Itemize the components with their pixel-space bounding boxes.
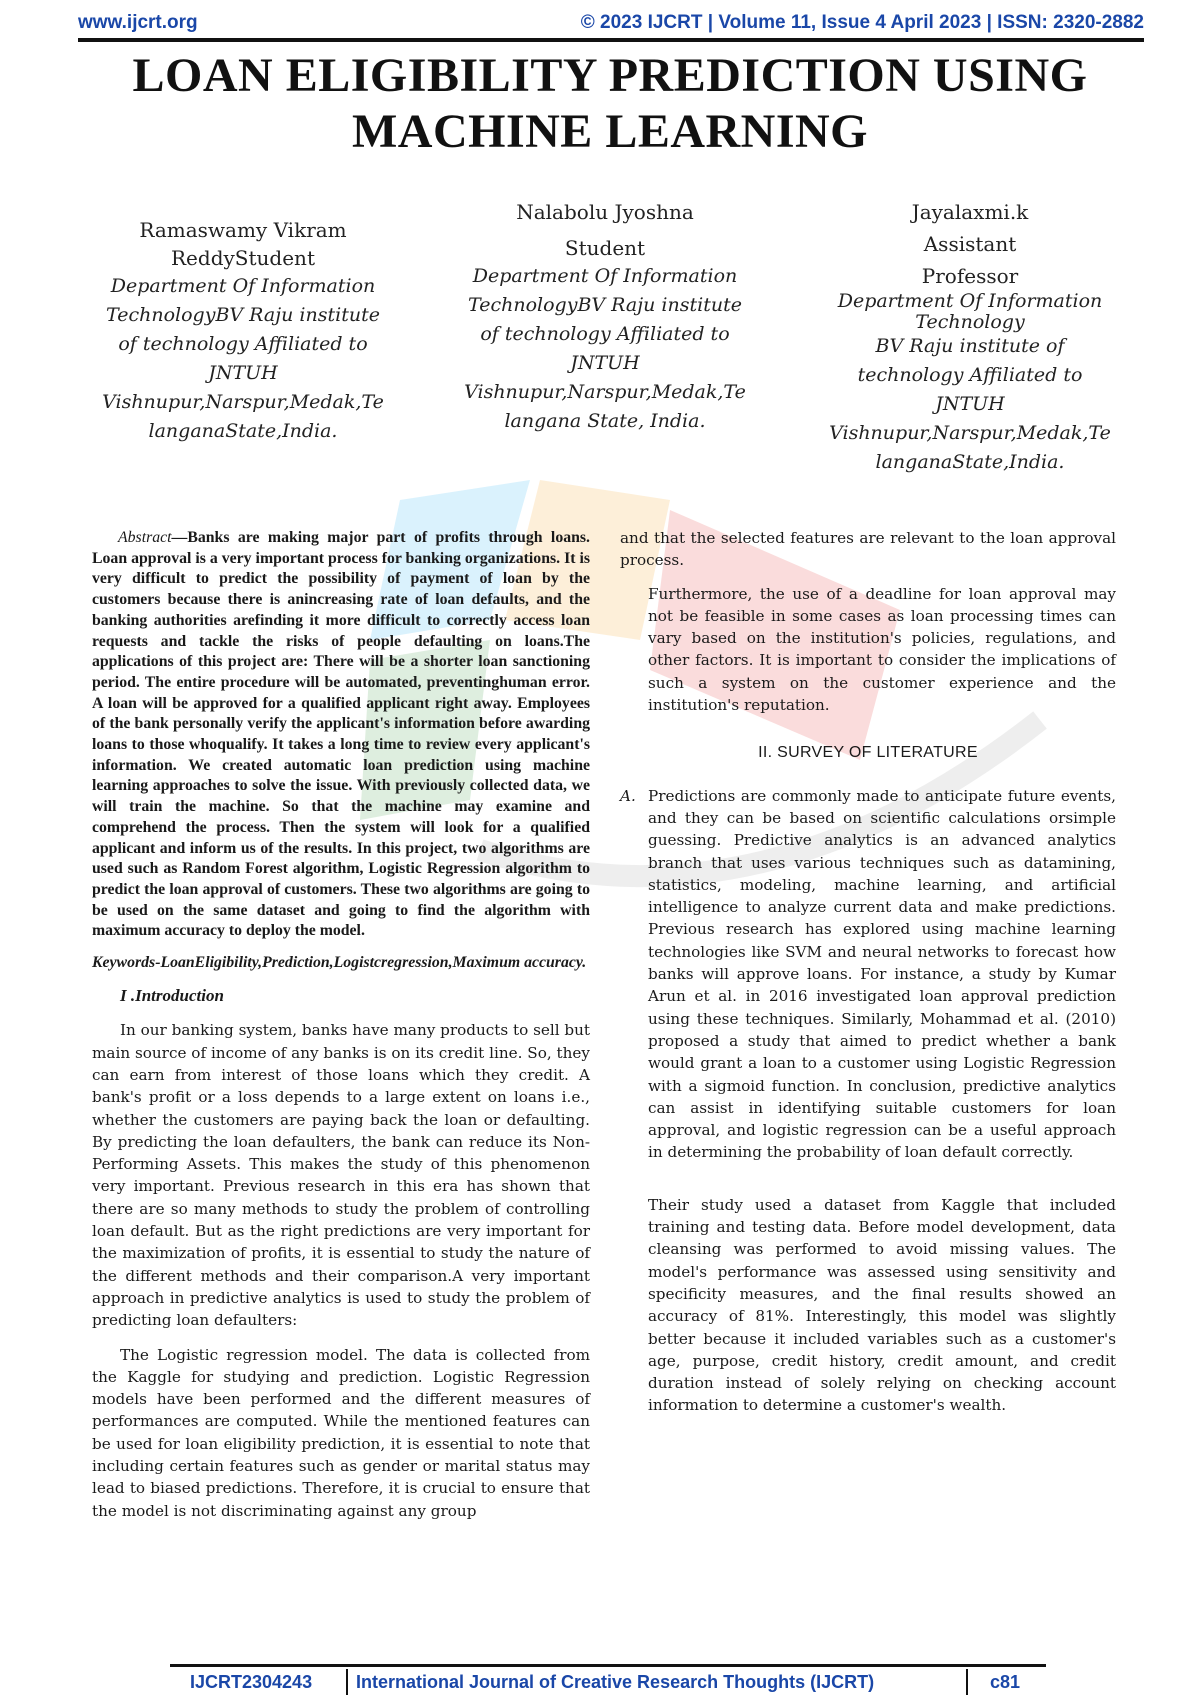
intro-paragraph-1: In our banking system, banks have many products to sell but main source of income of any banks is on its credit line. So, they can earn from interest of those loans which they credit. A bank's profit or a loss depends to a large extent on loans i.e., whether the customers are paying back the loan or defaulting. By predicting the loan defaulters, the bank can reduce its Non- Performing Assets. This makes the study of this phenomenon very important. Previous research in this era has shown that there are so many methods to study the problem of controlling loan default. But as the right predictions are very important for the maximization of profits, it is essential to study the nature of the different methods and their comparison.A very important approach in predictive analytics is used to study the problem of predicting loan defaulters: xyxy=(92,1021,591,1330)
intro-paragraph-2: The Logistic regression model. The data is collected from the Kaggle for studying and prediction. Logistic Regression models have been performed and the different measures of performances are computed. While the mentioned features can be used for loan eligibility prediction, it is essential to note that including certain features such as gender or marital status may lead to biased predictions. Therefore, it is crucial to ensure that the model is not discriminating against any group xyxy=(92,1345,590,1520)
footer-journal-name: International Journal of Creative Research Thoughts (IJCRT) xyxy=(356,1672,875,1692)
intro-heading: I .Introduction xyxy=(120,986,224,1006)
author-dept: JNTUH xyxy=(570,352,640,374)
abstract xyxy=(92,528,590,942)
author-dept: Technology xyxy=(915,311,1025,333)
author-2 xyxy=(440,198,770,436)
header-rule xyxy=(78,38,1144,42)
journal-info: © 2023 IJCRT | Volume 11, Issue 4 April 2023 | ISSN: 2320-2882 xyxy=(580,12,1144,33)
footer-paper-id: IJCRT2304243 xyxy=(190,1672,313,1692)
author-dept: TechnologyBV Raju institute xyxy=(106,304,380,326)
author-dept: Department Of Information xyxy=(837,290,1103,312)
right-paragraph-continued: and that the selected features are relevant to the loan approval process. xyxy=(620,529,1116,570)
author-dept: Department Of Information xyxy=(110,275,376,297)
author-dept: BV Raju institute of xyxy=(875,335,1065,357)
abstract-text: —Banks are making major part of profits through loans. Loan approval is a very important process for banking organizations. It is very difficult to predict the possibility of payment of loan by the customers because there is anincreasing rate of loan defaults, and the banking authorities arefinding it more difficult to correctly access loan requests and tackle the risks of people defaulting on loans.The applications of this project are: There will be a shorter loan sanctioning period. The entire procedure will be automated, preventinghuman error. A loan will be approved for a qualified applicant right away. Employees of the bank personally verify the applicant's information before awarding loans to those whoqualify. It takes a long time to review every applicant's information. We created automatic loan prediction using machine learning approaches to solve the issue. With previously collected data, we will train the machine. So that the machine may examine and comprehend the process. Then the system will look for a qualified applicant and inform us of the results. In this project, two algorithms are used such as Random Forest algorithm, Logistic Regression algorithm to predict the loan approval of customers. These two algorithms are going to be used on the same dataset and going to find the algorithm with maximum accuracy to deploy the model. xyxy=(92,529,590,940)
author-dept: Vishnupur,Narspur,Medak,Te xyxy=(829,422,1111,444)
author-dept: Vishnupur,Narspur,Medak,Te xyxy=(102,391,384,413)
author-dept: JNTUH xyxy=(208,362,278,384)
author-3 xyxy=(800,198,1140,477)
author-dept: langanaState,India. xyxy=(148,420,338,442)
author-name: Ramaswamy Vikram xyxy=(139,218,347,242)
title-line-1: LOAN ELIGIBILITY PREDICTION USING xyxy=(132,49,1088,102)
right-paragraph-deadline: Furthermore, the use of a deadline for loan approval may not be feasible in some cases as loan processing times can vary based on the institution's policies, regulations, and other factors. It is important to consider the implications of such a system on the customer experience and the institution's reputation. xyxy=(648,584,1116,715)
survey-item-label: A. xyxy=(620,786,636,805)
footer-rule xyxy=(170,1664,1046,1667)
survey-heading: II. SURVEY OF LITERATURE xyxy=(758,744,978,762)
author-dept: langana State, India. xyxy=(504,410,706,432)
author-name: Professor xyxy=(921,264,1019,288)
paper-title xyxy=(60,48,1160,160)
abstract-label: Abstract xyxy=(118,529,172,546)
author-name: Nalabolu Jyoshna xyxy=(516,200,694,224)
title-line-2: MACHINE LEARNING xyxy=(351,105,869,158)
left-column xyxy=(92,528,590,1522)
author-name: ReddyStudent xyxy=(171,246,315,270)
footer-page-number: c81 xyxy=(990,1672,1021,1692)
survey-item-a xyxy=(620,785,1116,1164)
author-dept: of technology Affiliated to xyxy=(480,323,730,345)
author-dept: TechnologyBV Raju institute xyxy=(468,294,742,316)
author-dept: Department Of Information xyxy=(472,265,738,287)
author-dept: Vishnupur,Narspur,Medak,Te xyxy=(464,381,746,403)
footer-separator xyxy=(966,1669,968,1695)
author-name: Jayalaxmi.k xyxy=(911,200,1029,224)
footer-separator xyxy=(346,1669,348,1695)
survey-item-text: Predictions are commonly made to anticipate future events, and they can be based on scientific calculations orsimple guessing. Predictive analytics is an advanced analytics branch that uses various techniques such as datamining, statistics, modeling, machine learning, and artificial intelligence to analyze current data and make predictions. Previous research has explored using machine learning technologies like SVM and neural networks to forecast how banks will approve loans. For instance, a study by Kumar Arun et al. in 2016 investigated loan approval prediction using these techniques. Similarly, Mohammad et al. (2010) proposed a study that aimed to predict whether a bank would grant a loan to a customer using Logistic Regression with a sigmoid function. In conclusion, predictive analytics can assist in identifying suitable customers for loan approval, and logistic regression can be a useful approach in determining the probability of loan default correctly. xyxy=(648,786,1116,1162)
right-paragraph-study: Their study used a dataset from Kaggle that included training and testing data. Before model development, data cleansing was performed to avoid missing values. The model's performance was assessed using sensitivity and specificity measures, and the final results showed an accuracy of 81%. Interestingly, this model was slightly better because it included variables such as a customer's age, purpose, credit history, credit amount, and credit duration instead of solely relying on checking account information to determine a customer's wealth. xyxy=(648,1195,1116,1415)
author-1 xyxy=(78,216,408,446)
author-dept: langanaState,India. xyxy=(875,451,1065,473)
author-dept: JNTUH xyxy=(935,393,1005,415)
author-name: Assistant xyxy=(923,232,1017,256)
keywords: Keywords-LoanEligibility,Prediction,Logistcregression,Maximum accuracy. xyxy=(92,954,587,972)
author-dept: technology Affiliated to xyxy=(857,364,1083,386)
author-name: Student xyxy=(564,236,646,260)
author-dept: of technology Affiliated to xyxy=(118,333,368,355)
right-column xyxy=(620,527,1116,1417)
journal-site[interactable]: www.ijcrt.org xyxy=(78,12,198,33)
